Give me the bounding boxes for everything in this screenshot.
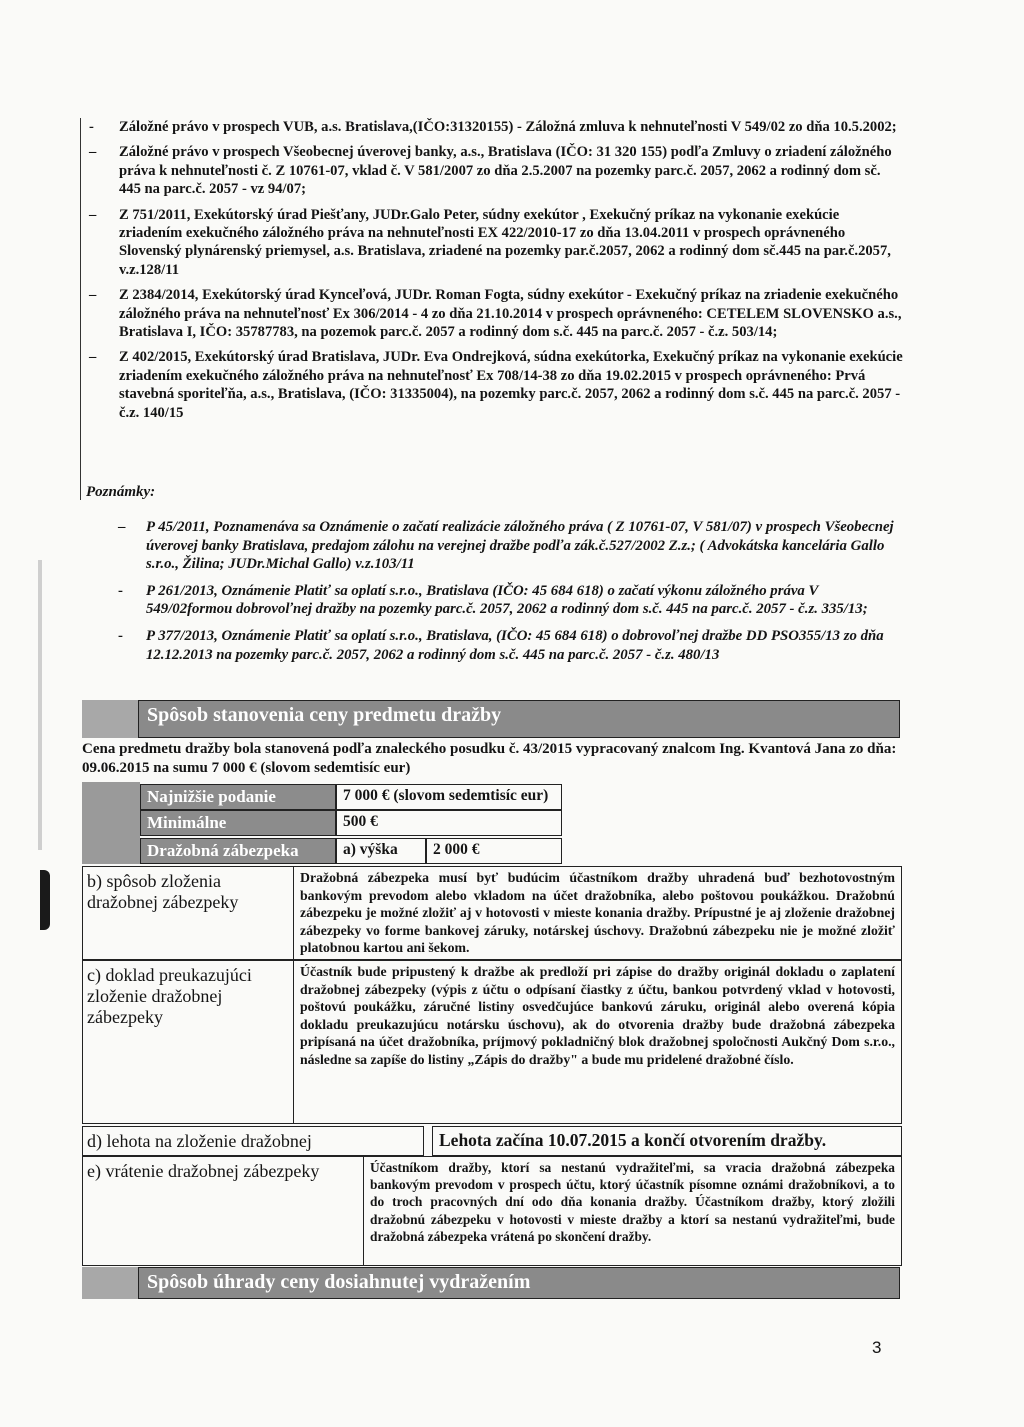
bullet: - bbox=[89, 119, 94, 135]
row-label: c) doklad preukazujúci zloženie dražobnej zábezpeky bbox=[82, 960, 294, 1124]
list-item bbox=[81, 286, 903, 341]
bullet: – bbox=[89, 349, 97, 366]
bullet: - bbox=[118, 627, 123, 644]
lowest-bid-label: Najnižšie podanie bbox=[140, 784, 336, 810]
deposit-label: Dražobná zábezpeka bbox=[140, 838, 336, 864]
section-heading: Spôsob stanovenia ceny predmetu dražby bbox=[138, 700, 900, 738]
deposit-method-row bbox=[82, 866, 902, 960]
entry-text: Z 402/2015, Exekútorský úrad Bratislava, JUDr. Eva Ondrejková, súdna exekútorka, Exekučný príkaz na vykonanie exekúcie zriadením exekučného záložného práva na nehnuteľnosť Ex 708/14-38 zo dňa 19.02.2015 v prospech oprávneného: Prvá stavebná sporiteľňa, a.s., Bratislava, (IČO: 31335004), na pozemky parc.č. 2057, 2062 a rodinný dom s.č. 445 na parc.č. 2057 - č.z. 140/15 bbox=[119, 349, 903, 421]
row-label: e) vrátenie dražobnej zábezpeky bbox=[82, 1156, 364, 1266]
entry-text: Záložné právo v prospech VUB, a.s. Bratislava,(IČO:31320155) - Záložná zmluva k nehnuteľnosti V 549/02 zo dňa 10.5.2002; bbox=[119, 119, 897, 135]
min-increment-label: Minimálne bbox=[140, 810, 336, 836]
deposit-sub-label: a) výška bbox=[336, 838, 426, 864]
bullet: – bbox=[118, 519, 126, 535]
row-text: Účastníkom dražby, ktorí sa nestanú vydražiteľmi, sa vracia dražobná zábezpeka bankovým prevodom v prospech účtu, ktorý účastník písomne oznámi dražobníkovi, a to do troch pracovných dní odo dňa konania dražby. Účastníkom dražby, ktorý zložili dražobnú zábezpeku v hotovosti v mieste dražby a ktorí sa nestanú vydražiteľmi, bude dražobná zábezpeka vrátená po skončení dražby. bbox=[364, 1156, 902, 1266]
price-intro: Cena predmetu dražby bola stanovená podľa znaleckého posudku č. 43/2015 vypracovaný znalcom Ing. Kvantová Jana zo dňa: 09.06.2015 na sumu 7 000 € (slovom sedemtisíc eur) bbox=[82, 741, 897, 776]
page-number: 3 bbox=[872, 1338, 882, 1357]
scan-artifact bbox=[38, 560, 42, 850]
note-text: P 377/2013, Oznámenie Platiť sa oplatí s.r.o., Bratislava, (IČO: 45 684 618) o dobrovoľnej dražbe DD PSO355/13 zo dňa 12.12.2013 na pozemky parc.č. 2057, 2062 a rodinný dom s.č. 445 na parc.č. 2057 - č.z. 480/13 bbox=[146, 627, 884, 663]
deposit-deadline-row bbox=[82, 1126, 902, 1156]
bullet: – bbox=[89, 144, 97, 161]
deposit-value: 2 000 € bbox=[426, 838, 562, 864]
row-label: d) lehota na zloženie dražobnej bbox=[82, 1126, 424, 1156]
list-item bbox=[118, 627, 908, 664]
entry-text: Záložné právo v prospech Všeobecnej úverovej banky, a.s., Bratislava (IČO: 31 320 155) podľa Zmluvy o zriadení záložného práva k nehnuteľnosti č. Z 10761-07, vklad č. V 581/2007 zo dňa 2.5.2007 na pozemky parc.č. 2057, 2062 a rodinný dom sč. 445 na parc.č. 2057 - vz 94/07; bbox=[119, 144, 892, 198]
note-text: P 261/2013, Oznámenie Platiť sa oplatí s.r.o., Bratislava (IČO: 45 684 618) o začatí výkonu záložného práva V 549/02formou dobrovoľnej dražby na pozemky parc.č. 2057, 2062 a rodinný dom s.č. 445 na parc.č. 2057 - č.z. 335/13; bbox=[146, 582, 868, 618]
bullet: – bbox=[89, 206, 97, 223]
entry-text: Z 751/2011, Exekútorský úrad Piešťany, JUDr.Galo Peter, súdny exekútor , Exekučný príkaz na vykonanie exekúcie zriadením exekučného záložného práva na nehnuteľnosti EX 422/2010-17 zo dňa 13.04.2011 v prospech oprávneného Slovenský plynárenský priemysel, a.s. Bratislava, zriadené na pozemky par.č.2057, 2062 a rodinný dom sč.445 na par.č.2057, v.z.128/11 bbox=[119, 206, 891, 278]
table-left-shade bbox=[82, 782, 140, 864]
deposit-return-row bbox=[82, 1156, 902, 1266]
lowest-bid-value: 7 000 € (slovom sedemtisíc eur) bbox=[336, 784, 562, 810]
banner-edge bbox=[82, 700, 138, 738]
row-text: Lehota začína 10.07.2015 a končí otvorením dražby. bbox=[432, 1126, 902, 1156]
list-item bbox=[118, 582, 908, 619]
encumbrance-list bbox=[80, 118, 903, 500]
notes-heading: Poznámky: bbox=[86, 484, 156, 500]
list-item bbox=[118, 518, 908, 574]
bullet: - bbox=[118, 582, 123, 599]
list-item bbox=[81, 118, 903, 136]
note-text: P 45/2011, Poznamenáva sa Oznámenie o začatí realizácie záložného práva ( Z 10761-07, V 581/07) v prospech Všeobecnej úverovej banky Bratislava, predajom zálohu na verejnej dražbe podľa zák.č.527/2002 Z.z.; ( Advokátska kancelária Gallo s.r.o., Žilina; JUDr.Michal Gallo) v.z.103/11 bbox=[146, 519, 894, 573]
section-heading: Spôsob úhrady ceny dosiahnutej vydražením bbox=[138, 1267, 900, 1299]
row-text: Účastník bude pripustený k dražbe ak predloží pri zápise do dražby originál dokladu o zaplatení dražobnej zábezpeky (výpis z účtu o odpísaní čiastky z účtu, bankou potvrdený vklad v hotovosti, poštovú poukážku, záručné listiny osvedčujúce bankovú záruku, originál alebo overená kópia dokladu preukazujúcu notársku úschovu), ak do otvorenia dražby bude dražobná zábezpeka pripísaná na účet dražobníka, príjmový pokladničný blok dražobnej spoločnosti Aukčný Dom s.r.o., následne sa zapíše do listiny „Zápis do dražby" a bude mu pridelené dražobné číslo. bbox=[294, 960, 902, 1124]
scan-artifact-binding bbox=[40, 870, 50, 930]
row-text: Dražobná zábezpeka musí byť budúcim účastníkom dražby uhradená buď bezhotovostným bankovým prevodom alebo vkladom na účet dražobníka, alebo poštovou poukážkou. Dražobnú zábezpeku je možné zložiť aj v hotovosti v mieste konania dražby. Prípustné je aj zloženie dražobnej zábezpeky vo forme bankovej záruky, notárskej úschovy. Dražobnú zábezpeku nie je možné zložiť platobnou kartou ani šekom. bbox=[294, 866, 902, 960]
bullet: – bbox=[89, 287, 97, 304]
list-item bbox=[81, 206, 903, 280]
row-label: b) spôsob zloženia dražobnej zábezpeky bbox=[82, 866, 294, 960]
banner-edge bbox=[82, 1267, 138, 1299]
deposit-proof-row bbox=[82, 960, 902, 1124]
notes-list bbox=[118, 518, 908, 672]
list-item bbox=[81, 348, 903, 422]
min-increment-value: 500 € bbox=[336, 810, 562, 836]
entry-text: Z 2384/2014, Exekútorský úrad Kynceľová, JUDr. Roman Fogta, súdny exekútor - Exekučný príkaz na zriadenie exekučného záložného práva na nehnuteľnosť Ex 306/2014 - 4 zo dňa 21.10.2014 v prospech oprávneného: CETELEM SLOVENSKO a.s., Bratislava I, IČO: 35787783, na pozemok parc.č. 2057 a rodinný dom s.č. 445 na parc.č. 2057 - č.z. 503/14; bbox=[119, 287, 902, 341]
list-item bbox=[81, 143, 903, 198]
